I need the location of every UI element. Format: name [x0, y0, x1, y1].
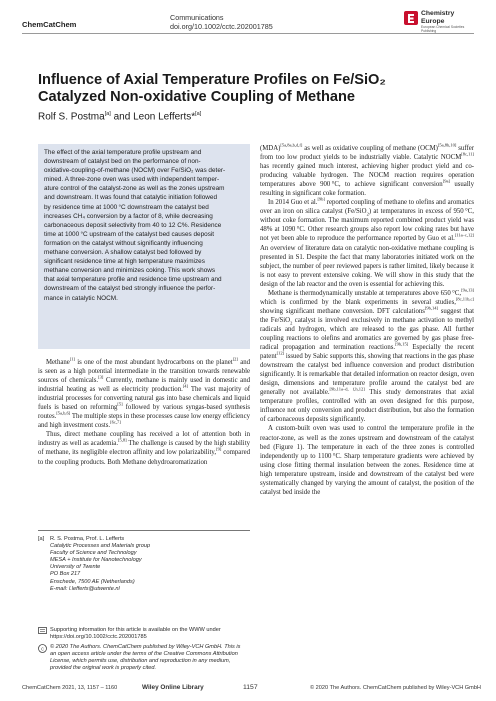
affiliation-line: MESA + Institute for Nanotechnology	[50, 557, 142, 564]
affiliation-label: [a]	[38, 536, 45, 542]
abstract-line: formation on the catalyst without significantly influencing	[44, 239, 203, 247]
abstract-text	[44, 148, 244, 303]
abstract-line: mance in catalytic NOCM.	[44, 294, 118, 302]
body-paragraph: Thus, direct methane coupling has received a lot of attention both in industry as well as academia.[5,8] The challenge is caused by the high stability of methane, its negligible electron affinity and low polarizability,[9] compared to the coupling products. Both Methane dehydroaromatization	[38, 431, 250, 466]
citation-ref[interactable]: [1]	[69, 356, 76, 362]
citation-ref[interactable]: [5,8]	[118, 438, 127, 444]
citation-ref[interactable]: [9b,15]	[395, 341, 409, 347]
author-2: and Leon Lefferts*	[110, 111, 196, 123]
subscript: 2	[290, 320, 293, 326]
abstract-line: oxidative-coupling-of-methane (NOCM) over Fe/SiO₂ was deter-	[44, 167, 226, 175]
citation-ref[interactable]: [5]	[117, 401, 123, 407]
author-1: Rolf S. Postma	[38, 111, 105, 123]
footer-library-link[interactable]: Wiley Online Library	[142, 684, 204, 691]
citation-ref[interactable]: [3]	[98, 374, 104, 380]
affiliation-line: Enschede, 7500 AE (Netherlands)	[50, 578, 135, 585]
supporting-info-link[interactable]: https://doi.org/10.1002/cctc.202001785	[50, 634, 147, 641]
supporting-info-icon	[38, 627, 47, 634]
body-right-column	[260, 144, 474, 497]
citation-ref[interactable]: [12]	[276, 350, 285, 356]
abstract-line: increases CH₄ conversion by a factor of 8, while decreasing	[44, 212, 213, 220]
citation-ref[interactable]: [5a,b,6]	[56, 411, 71, 417]
citation-ref[interactable]: [9b,11a–d, f,h,12]	[329, 387, 365, 392]
subscript: 2	[366, 211, 369, 217]
affiliation-line: Faculty of Science and Technology	[50, 550, 137, 557]
body-paragraph: A custom-built oven was used to control the temperature profile in the reactor-zone, as well as the zones upstream and downstream of the catalyst bed (Figure 1). The temperature in each of the three zones is controlled independently up to 1100 °C. Sharp temperature gradients were achieved by using close fitting thermal insulation between the zones. Residence time at high temperature upstream, inside and downstream of the catalyst bed were systematically changed by varying the amount of catalyst, the position of the catalyst bed inside the	[260, 425, 474, 496]
affiliation-names: R. S. Postma, Prof. L. Lefferts	[50, 536, 125, 542]
citation-ref[interactable]: [5a,8b,10]	[437, 142, 457, 148]
citation-ref[interactable]: [8c,11b,c]	[455, 296, 474, 302]
abstract-line: downstream of the catalyst bed strongly influence the perfor-	[44, 285, 216, 293]
body-paragraph: In 2014 Guo et al.[9b] reported coupling of methane to olefins and aromatics over an iron on silica catalyst (Fe/SiO$_2$) at temperatures in excess of 950 °C, without coke formation. The maximum reported combined product yield was 48% at 1090 °C. Other research groups also report low coking rates but have not yet been able to reproduce the performance reported by Guo et al.[11a–c,12] An overview of literature data on catalytic non-oxidative methane coupling is presented in S1. Despite the fact that many laboratories initiated work on the subject, the number of peer reviewed papers is rather limited, likely because it is not easy to prevent extensive coking. We will show in this study that the design of the lab reactor and the oven is essential for achieving this.	[260, 197, 474, 288]
abstract-line: that axial temperature profile and residence time upstream and	[44, 276, 222, 284]
license-line: provided the original work is properly cited.	[50, 665, 157, 672]
citation-ref[interactable]: [5a,8a,b,d,f]	[280, 142, 303, 148]
abstract-line: ature control of the catalyst-zone as well as the zones upstream	[44, 185, 225, 193]
author-1-affil: [a]	[104, 111, 111, 117]
abstract-line: methane conversion. A shallow catalyst bed followed by	[44, 249, 202, 257]
abstract-line: carbonaceous deposit selectivity from 40 to 12 C%. Residence	[44, 221, 222, 229]
license-line: © 2020 The Authors. ChemCatChem published by Wiley-VCH GmbH. This is	[50, 644, 241, 650]
citation-ref[interactable]: [9b]	[317, 197, 325, 203]
citation-ref[interactable]: [9a]	[442, 178, 450, 184]
body-paragraph: Methane[1] is one of the most abundant hydrocarbons on the planet[2] and is seen as a high potential intermediate in the transition towards renewable sources of chemicals.[3] Currently, methane is mainly used in domestic and industrial heating as well as electricity production.[4] The vast majority of industrial processes for converting natural gas into base chemicals and liquid fuels is based on reforming[5] followed by various syngas-based synthesis routes.[5a,b,6] The multiple steps in these processes cause low energy efficiency and high investment costs.[6c,7]	[38, 356, 251, 430]
journal-name: ChemCatChem	[22, 20, 77, 29]
citation-ref[interactable]: [11a–c,12]	[454, 233, 474, 239]
abstract-line: downstream of catalyst bed on the performance of non-	[44, 158, 201, 166]
chemistry-europe-logo-icon	[404, 11, 418, 25]
abstract-line: and downstream. It was found that catalytic initiation followed	[44, 194, 217, 202]
affiliation-email[interactable]: E-mail: l.lefferts@utwente.nl	[50, 585, 120, 592]
citation-ref[interactable]: [9a,13]	[461, 287, 474, 293]
body-left-column	[38, 358, 250, 467]
license-line: an open access article under the terms of the Creative Commons Attribution	[50, 651, 238, 658]
header-divider	[22, 33, 474, 34]
license-line: License, which permits use, distribution and reproduction in any medium,	[50, 658, 231, 665]
citation-ref[interactable]: [2]	[232, 356, 238, 362]
chemistry-europe-logo	[404, 10, 476, 34]
footer-citation: ChemCatChem 2021, 13, 1157 – 1160	[22, 685, 118, 691]
abstract-line: methane conversion and minimizes coking. This work shows	[44, 267, 216, 275]
citation-ref[interactable]: [9]	[216, 447, 222, 453]
author-line	[38, 111, 201, 122]
citation-ref[interactable]: [4]	[182, 383, 189, 389]
abstract-line: by residence time at 1000 °C downstream the catalyst bed	[44, 203, 209, 211]
body-paragraph: Methane is thermodynamically unstable at temperatures above 650 °C,[9a,13] which is confirmed by the blank experiments in several studies,[8c,11b,c] showing significant methane conversion. DFT calculations[9b,14] suggest that the Fe/SiO$_2$ catalyst is involved exclusively in methane activation to methyl radicals and hydrogen, which are released to the gas phase. All further coupling reactions to olefins and aromatics are governed by gas phase free-radical propagation and termination reactions.[9b,15] Especially the recent patent[12] issued by Sabic supports this, showing that reactions in the gas phase downstream the catalyst bed influence conversion and product distribution significantly. It is remarkable that detailed information on reactor design, oven design, dimensions and temperature profile around the catalyst bed are generally not available.[9b,11a–d, f,h,12] This study demonstrates that axial temperature profiles, controlled with an oven designed for this purpose, influence not only conversion and product distribution, but also the formation of carbonaceous deposits significantly.	[260, 287, 475, 424]
abstract-line: significant residence time at high temperature maximizes	[44, 258, 205, 266]
page-number: 1157	[243, 684, 258, 691]
author-2-affil: [a]	[195, 111, 202, 117]
affiliation-line: University of Twente	[50, 564, 101, 571]
footnote-divider	[38, 530, 250, 531]
article-title: Influence of Axial Temperature Profiles on Fe/SiO₂ Catalyzed Non-oxidative Coupling of Methane	[38, 72, 386, 105]
article-type: Communications	[170, 13, 224, 22]
affiliation-line: Catalytic Processes and Materials group	[50, 543, 151, 550]
open-access-icon	[38, 644, 47, 653]
doi-link[interactable]: doi.org/10.1002/cctc.202001785	[170, 22, 273, 31]
footer-copyright: © 2020 The Authors. ChemCatChem published by Wiley-VCH GmbH	[310, 685, 481, 691]
logo-line-2: Europe	[421, 18, 445, 25]
logo-subtitle: European Chemical Societies Publishing	[421, 25, 465, 33]
abstract-line: time at 1000 °C upstream of the catalyst bed causes deposit	[44, 230, 215, 238]
abstract-line: The effect of the axial temperature profile upstream and	[44, 149, 202, 156]
body-paragraph: (MDA)[5a,8a,b,d,f] as well as oxidative coupling of methane (OCM)[5a,8b,10] suffer from too low product yields to be industrially viable. Catalytic NOCM[8c,11] has recently gained much interest, achieving higher product yield and co-producing valuable hydrogen. The NOCM reaction requires operation temperatures above 900 °C, to achieve significant conversion[9a] usually resulting in significant coke formation.	[260, 142, 474, 198]
abstract-line: mined. A three-zone oven was used with independent temper-	[44, 176, 220, 184]
logo-line-1: Chemistry	[421, 10, 455, 17]
citation-ref[interactable]: [9b,14]	[424, 305, 439, 311]
affiliation-line: PO Box 217	[50, 571, 81, 578]
abstract-box	[38, 144, 250, 349]
supporting-info-text: Supporting information for this article is available on the WWW under	[50, 627, 221, 633]
citation-ref[interactable]: [6c,7]	[110, 420, 121, 426]
citation-ref[interactable]: [8c,11]	[461, 151, 474, 157]
svg-text:c: c	[41, 646, 44, 653]
